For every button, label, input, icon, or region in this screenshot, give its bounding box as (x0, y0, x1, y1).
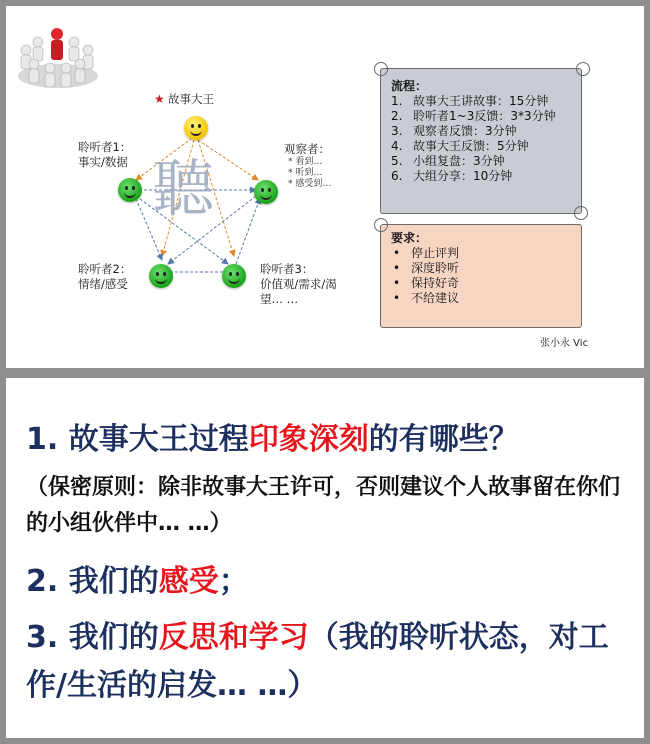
observer-item: * 看到… (288, 157, 323, 167)
listener1-smiley-icon (118, 178, 142, 202)
flow-panel (380, 68, 582, 214)
q2-highlight: 感受 (158, 564, 219, 599)
flow-item (391, 109, 575, 124)
flow-item-text: 大组分享：10分钟 (413, 169, 513, 183)
listener3-name: 聆听者3： (260, 262, 314, 276)
flow-item-text: 小组复盘：3分钟 (413, 154, 505, 168)
requirement-item (391, 276, 575, 291)
requirements-title: 要求： (391, 231, 428, 245)
listener3-focus-cont: 望… … (260, 292, 299, 306)
question-1 (26, 414, 630, 458)
q3-prefix: 3. 我们的 (26, 620, 159, 655)
author-credit: 张小永 Vic (540, 338, 589, 349)
requirement-text: 不给建议 (411, 291, 460, 305)
q1-suffix: 的有哪些？ (368, 422, 519, 457)
flow-item-number: 6. (391, 169, 403, 183)
bullet-icon: • (393, 291, 401, 305)
flow-item-number: 3. (391, 124, 403, 138)
flow-item-text: 故事大王讲故事：15分钟 (413, 94, 549, 108)
flow-item (391, 139, 575, 154)
listener2-focus: 情绪/感受 (78, 277, 128, 291)
flow-item-text: 聆听者1~3反馈：3*3分钟 (413, 109, 556, 123)
listener1-focus: 事实/数据 (78, 155, 128, 169)
q1-prefix: 1. 故事大王过程 (26, 422, 249, 457)
question-3 (26, 614, 630, 710)
question-2 (26, 556, 630, 600)
requirement-item (391, 261, 575, 276)
observer-smiley-icon (254, 180, 278, 204)
scroll-curl (374, 62, 388, 76)
flow-title: 流程： (391, 79, 428, 93)
requirements-list (391, 246, 575, 306)
requirement-item (391, 246, 575, 261)
listener3-smiley-icon (222, 264, 246, 288)
flow-item (391, 154, 575, 169)
observer-name: 观察者： (284, 142, 330, 156)
listener2-name: 聆听者2： (78, 262, 132, 276)
bullet-icon: • (393, 261, 401, 275)
requirement-text: 停止评判 (411, 246, 460, 260)
flow-item (391, 94, 575, 109)
observer-item: * 感受到… (288, 179, 332, 189)
scroll-curl (374, 218, 388, 232)
flow-item (391, 169, 575, 184)
meeting-figures-image (12, 14, 106, 92)
q2-prefix: 2. 我们的 (26, 564, 159, 599)
king-label: 故事大王 (168, 92, 214, 106)
q2-suffix: ； (218, 564, 249, 599)
confidentiality-note: （保密原则：除非故事大王许可，否则建议个人故事留在你们的小组伙伴中… …） (26, 475, 621, 536)
flow-item-number: 2. (391, 109, 403, 123)
top-slide (6, 6, 644, 368)
requirement-text: 深度聆听 (411, 261, 460, 275)
listen-character: 聽 (152, 152, 215, 225)
requirement-text: 保持好奇 (411, 276, 460, 290)
flow-item-number: 5. (391, 154, 403, 168)
requirements-panel (380, 224, 582, 328)
q3-suffix: （我的聆听状态，对工作/生活的启发… …） (26, 620, 609, 703)
observer-item: * 听到… (288, 168, 323, 178)
flow-item-text: 观察者反馈：3分钟 (413, 124, 517, 138)
bullet-icon: • (393, 246, 401, 260)
scroll-curl (574, 206, 588, 220)
scroll-curl (576, 62, 590, 76)
flow-item-number: 4. (391, 139, 403, 153)
listener3-focus: 价值观/需求/渴 (260, 277, 337, 291)
bottom-slide (6, 378, 644, 738)
q3-highlight: 反思和学习 (158, 620, 309, 655)
flow-list (391, 94, 575, 184)
flow-item (391, 124, 575, 139)
star-icon: ★ (154, 92, 165, 106)
listener2-smiley-icon (149, 264, 173, 288)
requirement-item (391, 291, 575, 306)
bullet-icon: • (393, 276, 401, 290)
flow-item-text: 故事大王反馈：5分钟 (413, 139, 529, 153)
flow-item-number: 1. (391, 94, 403, 108)
q1-highlight: 印象深刻 (248, 422, 369, 457)
listener1-name: 聆听者1： (78, 140, 132, 154)
king-smiley-icon (184, 116, 208, 140)
